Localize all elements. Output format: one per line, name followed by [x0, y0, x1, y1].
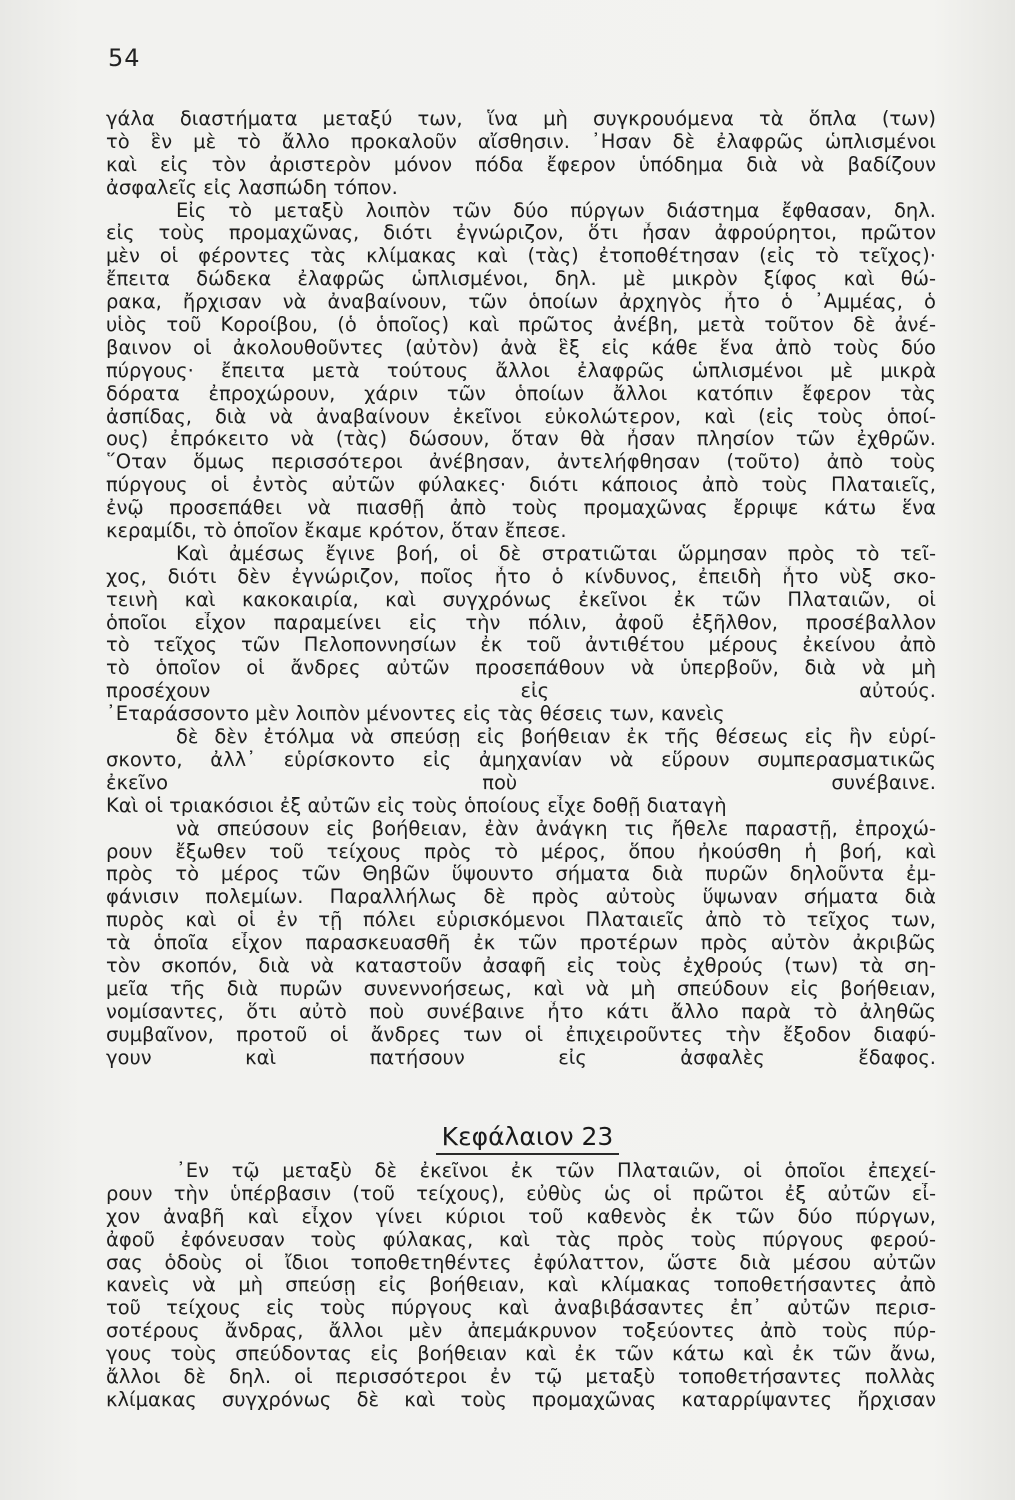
text-line: υἱὸς τοῦ Κοροίβου, (ὁ ὁποῖος) καὶ πρῶτος ἀνέβη, μετὰ τοῦτον δὲ ἀνέ-	[106, 314, 936, 337]
text-line: ρουν ἔξωθεν τοῦ τείχους πρὸς τὸ μέρος, ὅπου ἠκούσθη ἡ βοή, καὶ	[106, 840, 936, 863]
text-line: γάλα διαστήματα μεταξύ των, ἵνα μὴ συγκρουόμενα τὰ ὅπλα (των)	[106, 108, 936, 130]
text-line: προσέχουν εἰς αὐτούς.	[106, 680, 936, 703]
text-line: ᾿Εν τῷ μεταξὺ δὲ ἐκεῖνοι ἐκ τῶν Πλαταιῶν, οἱ ὁποῖοι ἐπεχεί-	[176, 1160, 936, 1182]
text-line: γους τοὺς σπεύδοντας εἰς βοήθειαν καὶ ἐκ τῶν κάτω καὶ ἐκ τῶν ἄνω,	[106, 1343, 936, 1366]
text-line: ρακα, ἤρχισαν νὰ ἀναβαίνουν, τῶν ὁποίων ἀρχηγὸς ἦτο ὁ ᾿Αμμέας, ὁ	[106, 291, 936, 314]
text-line: φάνισιν πολεμίων. Παραλλήλως δὲ πρὸς αὐτοὺς ὕψωναν σήματα διὰ	[106, 886, 936, 909]
text-line: ἄλλοι δὲ δηλ. οἱ περισσότεροι ἐν τῷ μεταξὺ τοποθετήσαντες πολλὰς	[106, 1366, 936, 1389]
text-line: τὸν σκοπόν, διὰ νὰ καταστοῦν ἀσαφῆ εἰς τοὺς ἐχθρούς (των) τὰ ση-	[106, 954, 936, 977]
text-line: καὶ εἰς τὸν ἀριστερὸν μόνον πόδα ἔφερον ὑπόδημα διὰ νὰ βαδίζουν	[106, 153, 936, 176]
text-line: πρὸς τὸ μέρος τῶν Θηβῶν ὕψουντο σήματα διὰ πυρῶν δηλοῦντα ἐμ-	[106, 863, 936, 886]
body-text-top	[106, 108, 936, 1069]
text-line: σκοντο, ἀλλ᾿ εὑρίσκοντο εἰς ἀμηχανίαν νὰ εὕρουν συμπερασματικῶς	[106, 748, 936, 771]
text-line: χον ἀναβῆ καὶ εἶχον γίνει κύριοι τοῦ καθενὸς ἐκ τῶν δύο πύργων,	[106, 1205, 936, 1228]
text-line: ᾿Εταράσσοντο μὲν λοιπὸν μένοντες εἰς τὰς θέσεις των, κανεὶς	[106, 703, 725, 726]
text-line: τεινὴ καὶ κακοκαιρία, καὶ συγχρόνως ἐκεῖνοι ἐκ τῶν Πλαταιῶν, οἱ	[106, 588, 936, 611]
text-line: γουν καὶ πατήσουν εἰς ἀσφαλὲς ἔδαφος.	[106, 1046, 936, 1069]
text-line: συμβαῖνον, προτοῦ οἱ ἄνδρες των οἱ ἐπιχειροῦντες τὴν ἔξοδον διαφύ-	[106, 1023, 936, 1046]
text-line: βαινον οἱ ἀκολουθοῦντες (αὐτὸν) ἀνὰ ἓξ εἰς κάθε ἕνα ἀπὸ τοὺς δύο	[106, 336, 936, 359]
text-line: μὲν οἱ φέροντες τὰς κλίμακας καὶ (τὰς) ἐτοποθέτησαν (εἰς τὸ τεῖχος)·	[106, 245, 936, 268]
text-line: ἐκεῖνο ποὺ συνέβαινε.	[106, 771, 936, 794]
text-line: ἔπειτα δώδεκα ἐλαφρῶς ὡπλισμένοι, δηλ. μὲ μικρὸν ξίφος καὶ θώ-	[106, 268, 936, 291]
text-line: ἀσπίδας, διὰ νὰ ἀναβαίνουν ἐκεῖνοι εὐκολώτερον, καὶ (εἰς τοὺς ὁποί-	[106, 405, 936, 428]
text-line: τὸ ἓν μὲ τὸ ἄλλο προκαλοῦν αἴσθησιν. ᾿Ησαν δὲ ἐλαφρῶς ὡπλισμένοι	[106, 130, 936, 153]
text-line: δόρατα ἐπροχώρουν, χάριν τῶν ὁποίων ἄλλοι κατόπιν ἔφερον τὰς	[106, 382, 936, 405]
page-number: 54	[108, 44, 141, 72]
text-line: κεραμίδι, τὸ ὁποῖον ἔκαμε κρότον, ὅταν ἔπεσε.	[106, 520, 567, 543]
text-line: Καὶ ἀμέσως ἔγινε βοή, οἱ δὲ στρατιῶται ὥρμησαν πρὸς τὸ τεῖ-	[176, 542, 936, 565]
text-line: κλίμακας συγχρόνως δὲ καὶ τοὺς προμαχῶνας καταρρίψαντες ἤρχισαν	[106, 1388, 936, 1411]
text-line: τὸ τεῖχος τῶν Πελοποννησίων ἐκ τοῦ ἀντιθέτου μέρους ἐκείνου ἀπὸ	[106, 634, 936, 657]
text-line: δὲ δὲν ἐτόλμα νὰ σπεύσῃ εἰς βοήθειαν ἐκ τῆς θέσεως εἰς ἣν εὑρί-	[176, 726, 936, 749]
chapter-title: Κεφάλαιον 23	[436, 1122, 620, 1155]
text-line: σας ὁδοὺς οἱ ἴδιοι τοποθετηθέντες ἐφύλαττον, ὥστε διὰ μέσου αὐτῶν	[106, 1251, 936, 1274]
text-line: χος, διότι δὲν ἐγνώριζον, ποῖος ἦτο ὁ κίνδυνος, ἐπειδὴ ἦτο νὺξ σκο-	[106, 565, 936, 588]
text-line: Καὶ οἱ τριακόσιοι ἐξ αὐτῶν εἰς τοὺς ὁποίους εἶχε δοθῇ διαταγὴ	[106, 794, 727, 817]
text-line: πυρὸς καὶ οἱ ἐν τῇ πόλει εὑρισκόμενοι Πλαταιεῖς ἀπὸ τὸ τεῖχος των,	[106, 909, 936, 932]
text-line: τὰ ὁποῖα εἶχον παρασκευασθῆ ἐκ τῶν προτέρων πρὸς αὐτὸν ἀκριβῶς	[106, 932, 936, 955]
text-line: νομίσαντες, ὅτι αὐτὸ ποὺ συνέβαινε ἦτο κάτι ἄλλο παρὰ τὸ ἀληθῶς	[106, 1000, 936, 1023]
text-line: πύργους οἱ ἐντὸς αὐτῶν φύλακες· διότι κάποιος ἀπὸ τοὺς Πλαταιεῖς,	[106, 474, 936, 497]
chapter-heading	[0, 1122, 1015, 1155]
text-line: μεῖα τῆς διὰ πυρῶν συνεννοήσεως, καὶ νὰ μὴ σπεύδουν εἰς βοήθειαν,	[106, 977, 936, 1000]
body-text-bottom	[106, 1160, 936, 1412]
text-line: νὰ σπεύσουν εἰς βοήθειαν, ἐὰν ἀνάγκη τις ἤθελε παραστῇ, ἐπροχώ-	[176, 817, 936, 840]
text-line: τοῦ τείχους εἰς τοὺς πύργους καὶ ἀναβιβάσαντες ἐπ᾿ αὐτῶν περισ-	[106, 1297, 936, 1320]
text-line: εἰς τοὺς προμαχῶνας, διότι ἐγνώριζον, ὅτι ἦσαν ἀφρούρητοι, πρῶτον	[106, 222, 936, 245]
text-line: ἀφοῦ ἐφόνευσαν τοὺς φύλακας, καὶ τὰς πρὸς τοὺς πύργους φερού-	[106, 1228, 936, 1251]
text-line: πύργους· ἔπειτα μετὰ τούτους ἄλλοι ἐλαφρῶς ὡπλισμένοι μὲ μικρὰ	[106, 359, 936, 382]
text-line: ους) ἐπρόκειτο νὰ (τὰς) δώσουν, ὅταν θὰ ἦσαν πλησίον τῶν ἐχθρῶν.	[106, 428, 936, 451]
text-line: τὸ ὁποῖον οἱ ἄνδρες αὐτῶν προσεπάθουν νὰ ὑπερβοῦν, διὰ νὰ μὴ	[106, 657, 936, 680]
text-line: κανεὶς νὰ μὴ σπεύσῃ εἰς βοήθειαν, καὶ κλίμακας τοποθετήσαντες ἀπὸ	[106, 1274, 936, 1297]
text-line: ἀσφαλεῖς εἰς λασπώδη τόπον.	[106, 176, 398, 199]
text-line: ὁποῖοι εἶχον παραμείνει εἰς τὴν πόλιν, ἀφοῦ ἐξῆλθον, προσέβαλλον	[106, 611, 936, 634]
text-line: ῞Οταν ὅμως περισσότεροι ἀνέβησαν, ἀντελήφθησαν (τοῦτο) ἀπὸ τοὺς	[106, 451, 936, 474]
text-line: Εἰς τὸ μεταξὺ λοιπὸν τῶν δύο πύργων διάστημα ἔφθασαν, δηλ.	[176, 199, 936, 222]
text-line: σοτέρους ἄνδρας, ἄλλοι μὲν ἀπεμάκρυνον τοξεύοντες ἀπὸ τοὺς πύρ-	[106, 1320, 936, 1343]
text-line: ἐνῷ προσεπάθει νὰ πιασθῇ ἀπὸ τοὺς προμαχῶνας ἔρριψε κάτω ἕνα	[106, 497, 936, 520]
text-line: ρουν τὴν ὑπέρβασιν (τοῦ τείχους), εὐθὺς ὡς οἱ πρῶτοι ἐξ αὐτῶν εἶ-	[106, 1182, 936, 1205]
